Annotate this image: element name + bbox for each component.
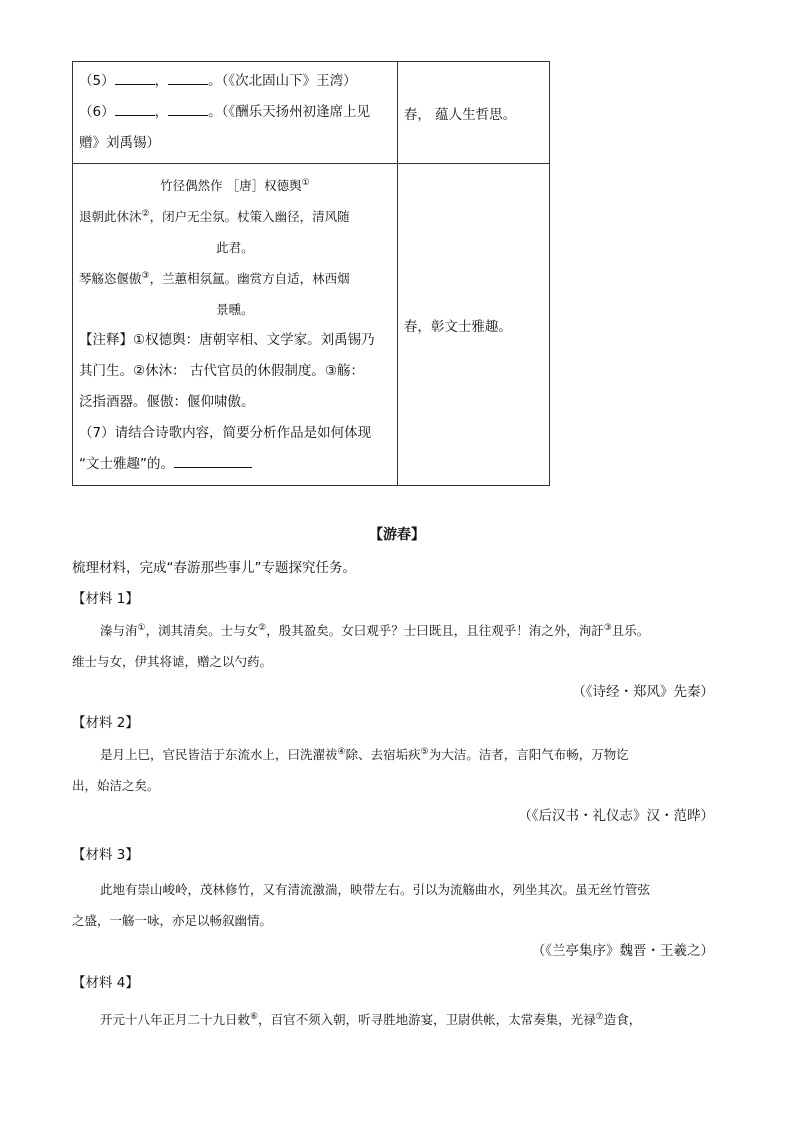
table-cell-fill-blanks xyxy=(73,62,398,164)
answer-blank[interactable] xyxy=(115,70,155,85)
material-1-source: （《诗经・郑风》先秦） xyxy=(572,684,714,700)
material-3-source: （《兰亭集序》魏晋・王羲之） xyxy=(531,943,714,959)
question-7-cont: “文士雅趣”的。 xyxy=(73,449,397,480)
answer-blank[interactable] xyxy=(174,453,252,468)
question-6-cont: 赠》刘禹锡） xyxy=(79,135,160,151)
poem-title: 竹径偶然作 ［唐］权德舆① xyxy=(160,177,310,193)
answer-blank[interactable] xyxy=(168,101,208,116)
material-1-label: 【材料 1】 xyxy=(72,591,139,607)
note-line-1: 【注释】①权德舆：唐朝宰相、文学家。刘禹锡乃 xyxy=(79,331,375,348)
table-row-1 xyxy=(73,62,550,164)
table-cell-poem xyxy=(73,164,398,486)
material-4-label: 【材料 4】 xyxy=(72,975,139,991)
question-7: （7）请结合诗歌内容，简要分析作品是如何体现 xyxy=(79,424,372,441)
table-cell-theme-1: 春， 蕴人生哲思。 xyxy=(397,62,549,164)
material-4-text: 开元十八年正月二十九日敕⑥，百官不须入朝，听寻胜地游宴，卫尉供帐，太常奏集，光禄⑦造食， xyxy=(100,1011,642,1027)
material-2-text: 是月上巳，官民皆洁于东流水上，曰洗濯祓④除、去宿垢疢⑤为大洁。洁者，言阳气布畅，万物讫 出，始洁之矣。 xyxy=(72,746,629,793)
poem-line-2-cont: 景曛。 xyxy=(216,301,254,317)
note-line-3: 泛指酒器。偃傲：偃仰啸傲。 xyxy=(79,393,255,410)
answer-blank[interactable] xyxy=(115,101,155,116)
table-cell-theme-2: 春，彰文士雅趣。 xyxy=(397,164,549,486)
material-3-label: 【材料 3】 xyxy=(72,847,139,863)
intro-text: 梳理材料，完成“春游那些事儿”专题探究任务。 xyxy=(72,560,356,576)
material-3-text: 此地有崇山峻岭，茂林修竹，又有清流激湍，映带左右。引以为流觞曲水，列坐其次。虽无丝竹管弦 之盛，一觞一咏，亦足以畅叙幽情。 xyxy=(72,882,651,928)
poem-line-1: 退朝此休沐②，闭户无尘氛。杖策入幽径，清风随 xyxy=(79,208,350,224)
poem-line-1-cont: 此君。 xyxy=(216,239,254,255)
question-6: （6） ， 。（《酬乐天扬州初逢席上见 xyxy=(73,97,397,128)
question-5: （5） ， 。（《次北固山下》王湾） xyxy=(73,66,397,97)
section-title: 【游春】 xyxy=(369,527,425,543)
poem-line-2: 琴觞恣偃傲③，兰蕙相氛氲。幽赏方自适，林西烟 xyxy=(79,270,350,286)
material-2-label: 【材料 2】 xyxy=(72,715,139,731)
material-1-text: 溱与洧①，浏其清矣。士与女②，殷其盈矣。女曰观乎？士曰既且，且往观乎！洧之外，洵訏③且乐。 维士与女，伊其将谑，赠之以勺药。 xyxy=(72,622,650,669)
material-2-source: （《后汉书・礼仪志》汉・范晔） xyxy=(518,808,714,824)
note-line-2: 其门生。②休沐： 古代官员的休假制度。③觞： xyxy=(79,362,364,379)
table-row-2 xyxy=(73,164,550,486)
answer-blank[interactable] xyxy=(168,70,208,85)
poetry-table xyxy=(72,61,550,486)
